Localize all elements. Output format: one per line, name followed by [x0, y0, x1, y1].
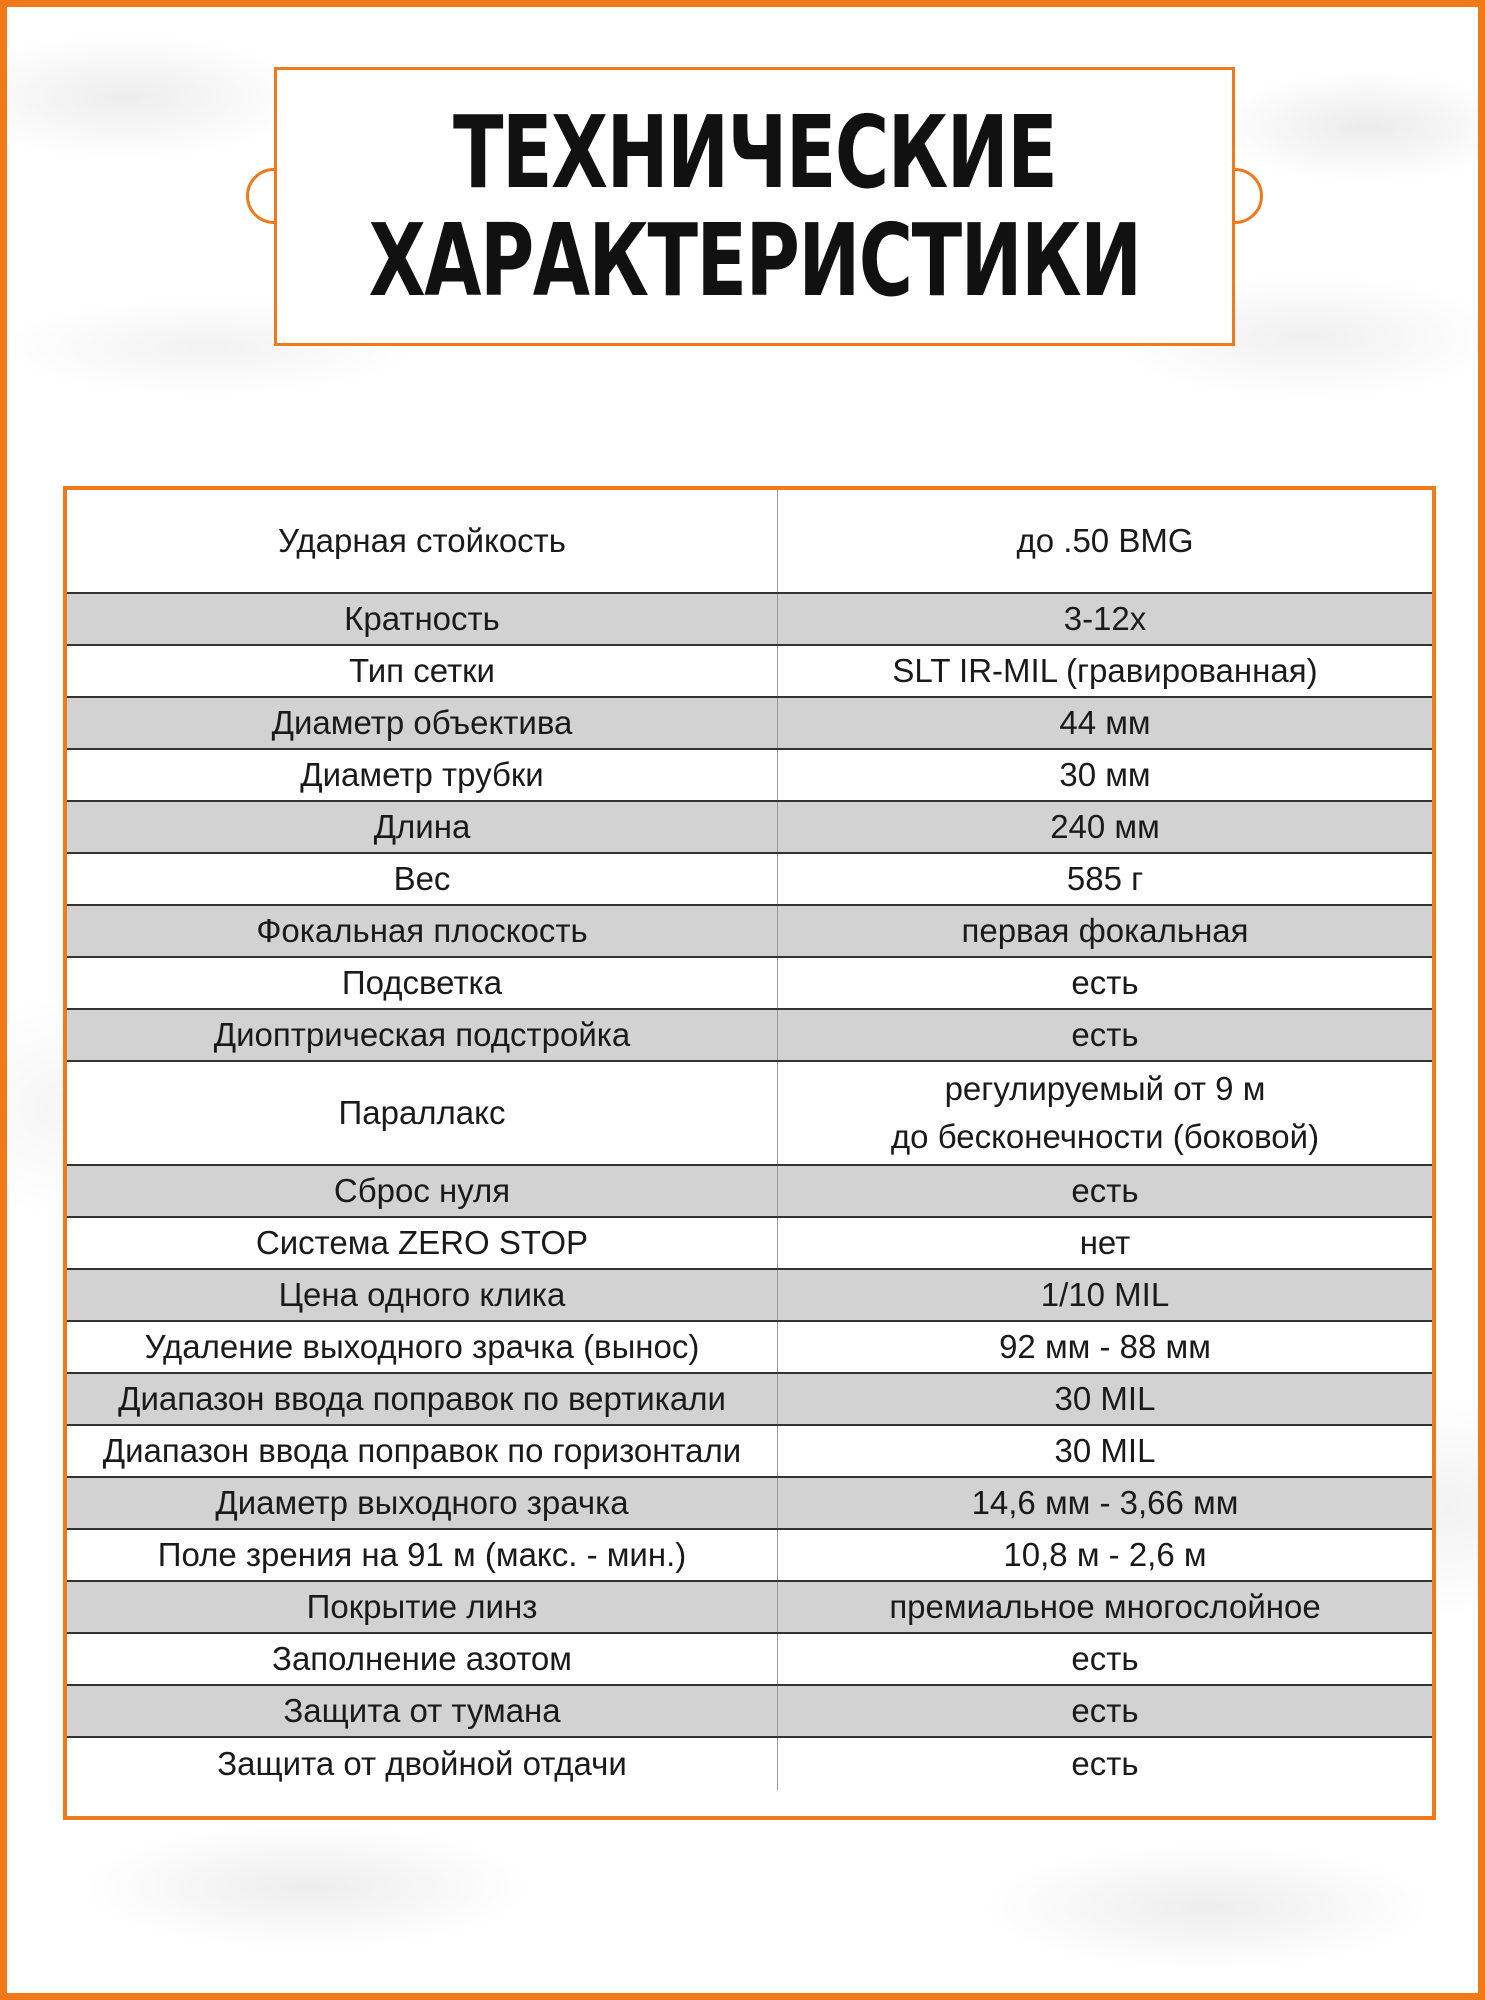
- spec-label: Сброс нуля: [67, 1166, 778, 1216]
- spec-value: есть: [1071, 1692, 1139, 1729]
- table-row: [67, 490, 1432, 594]
- spec-value: 3-12x: [1063, 600, 1147, 637]
- table-row: [67, 1426, 1432, 1478]
- table-row: [67, 1010, 1432, 1062]
- spec-label: Параллакс: [67, 1062, 778, 1164]
- spec-value: 14,6 мм - 3,66 мм: [971, 1484, 1239, 1521]
- table-row: [67, 1062, 1432, 1166]
- spec-label: Подсветка: [67, 958, 778, 1008]
- page-title-line-2: ХАРАКТЕРИСТИКИ: [368, 201, 1141, 319]
- spec-label: Цена одного клика: [67, 1270, 778, 1320]
- spec-value: 92 мм - 88 мм: [999, 1328, 1211, 1365]
- table-row: [67, 1374, 1432, 1426]
- table-row: [67, 1322, 1432, 1374]
- spec-value: 30 MIL: [1054, 1380, 1156, 1417]
- table-row: [67, 1582, 1432, 1634]
- spec-label: Вес: [67, 854, 778, 904]
- spec-value: 30 MIL: [1054, 1432, 1156, 1469]
- spec-value: 10,8 м - 2,6 м: [1003, 1536, 1207, 1573]
- spec-label: Диаметр трубки: [67, 750, 778, 800]
- table-row: [67, 1166, 1432, 1218]
- spec-label: Фокальная плоскость: [67, 906, 778, 956]
- spec-label: Диаметр объектива: [67, 698, 778, 748]
- table-row: [67, 906, 1432, 958]
- spec-label: Диапазон ввода поправок по горизонтали: [67, 1426, 778, 1476]
- table-row: [67, 958, 1432, 1010]
- spec-label: Диаметр выходного зрачка: [67, 1478, 778, 1528]
- table-row: [67, 1530, 1432, 1582]
- table-row: [67, 594, 1432, 646]
- spec-label: Защита от тумана: [67, 1686, 778, 1736]
- spec-label: Покрытие линз: [67, 1582, 778, 1632]
- spec-label: Защита от двойной отдачи: [67, 1738, 778, 1790]
- spec-value: премиальное многослойное: [889, 1588, 1321, 1625]
- table-row: [67, 698, 1432, 750]
- spec-value: есть: [1071, 1172, 1139, 1209]
- page-title-line-1: ТЕХНИЧЕСКИЕ: [452, 93, 1057, 211]
- spec-value: есть: [1071, 1016, 1139, 1053]
- spec-label: Диоптрическая подстройка: [67, 1010, 778, 1060]
- spec-value: 30 мм: [1059, 756, 1151, 793]
- spec-label: Тип сетки: [67, 646, 778, 696]
- spec-value: есть: [1071, 1745, 1139, 1782]
- spec-value: до .50 BMG: [1016, 522, 1194, 559]
- table-row: [67, 1686, 1432, 1738]
- spec-label: Диапазон ввода поправок по вертикали: [67, 1374, 778, 1424]
- spec-value: есть: [1071, 1640, 1139, 1677]
- spec-value: SLT IR-MIL (гравированная): [892, 652, 1318, 689]
- spec-label: Заполнение азотом: [67, 1634, 778, 1684]
- table-row: [67, 802, 1432, 854]
- spec-value: 1/10 MIL: [1040, 1276, 1170, 1313]
- spec-label: Длина: [67, 802, 778, 852]
- spec-label: Поле зрения на 91 м (макс. - мин.): [67, 1530, 778, 1580]
- spec-value: 44 мм: [1059, 704, 1151, 741]
- table-row: [67, 1218, 1432, 1270]
- spec-value: 240 мм: [1050, 808, 1160, 845]
- spec-value: первая фокальная: [961, 912, 1249, 949]
- table-row: [67, 646, 1432, 698]
- spec-label: Система ZERO STOP: [67, 1218, 778, 1268]
- spec-label: Ударная стойкость: [67, 490, 778, 592]
- table-row: [67, 1738, 1432, 1790]
- spec-value: 585 г: [1066, 860, 1144, 897]
- spec-table: [63, 486, 1436, 1820]
- spec-value: регулируемый от 9 м до бесконечности (боковой): [890, 1070, 1320, 1155]
- table-row: [67, 1270, 1432, 1322]
- spec-label: Кратность: [67, 594, 778, 644]
- table-row: [67, 750, 1432, 802]
- spec-value: нет: [1079, 1224, 1131, 1261]
- title-box: [274, 67, 1235, 346]
- spec-label: Удаление выходного зрачка (вынос): [67, 1322, 778, 1372]
- table-row: [67, 1478, 1432, 1530]
- table-row: [67, 854, 1432, 906]
- spec-value: есть: [1071, 964, 1139, 1001]
- table-row: [67, 1634, 1432, 1686]
